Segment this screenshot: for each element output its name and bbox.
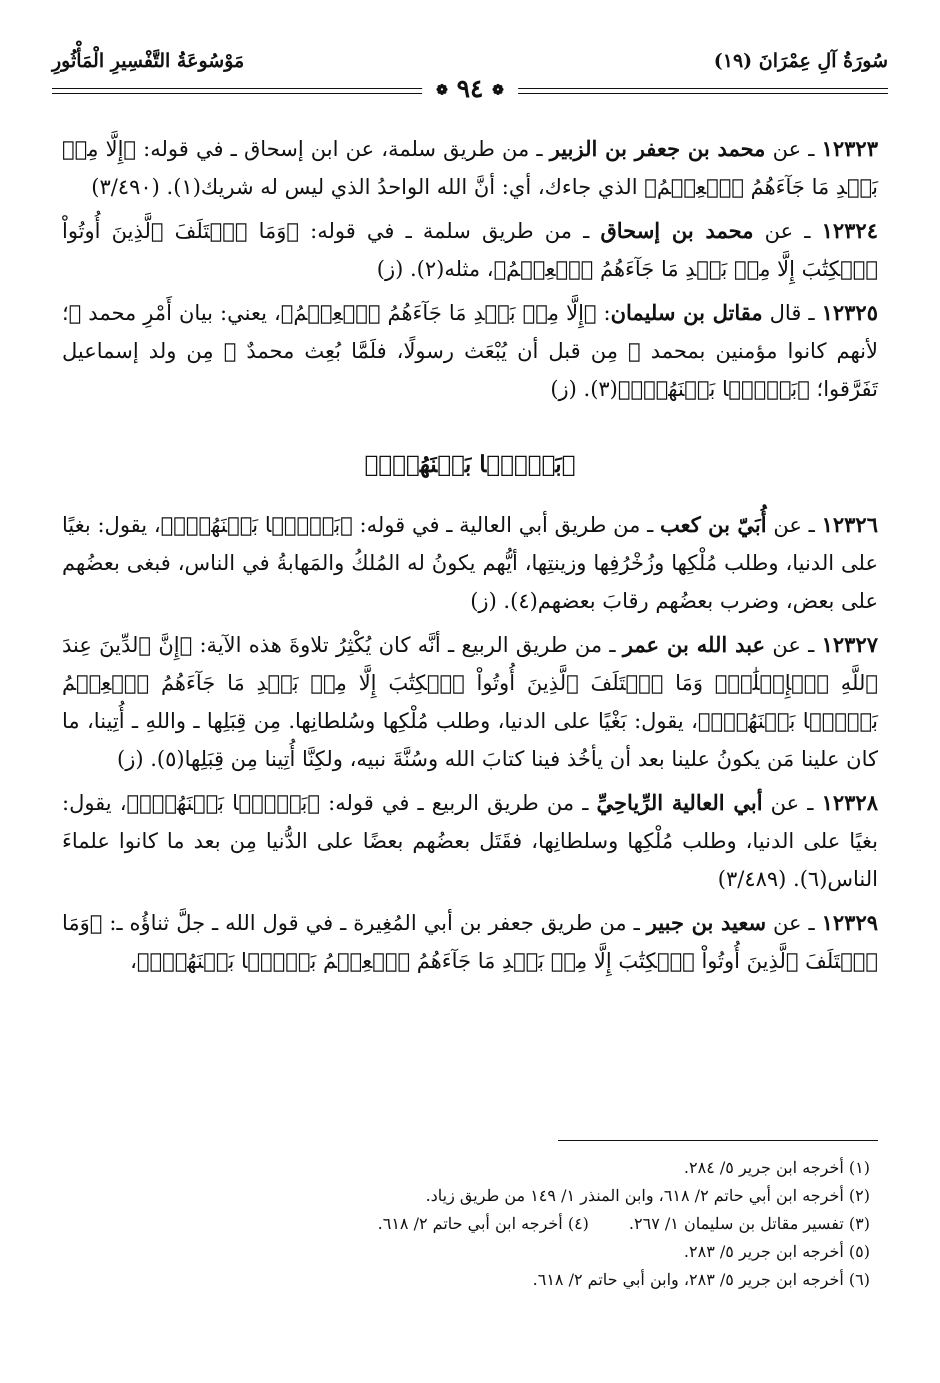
narrator-name: سعيد بن جبير xyxy=(646,910,767,935)
narrator-name: أُبَيّ بن كعب xyxy=(660,512,767,537)
entry-prefix: ـ عن xyxy=(766,911,822,935)
footnote-separator xyxy=(558,1140,878,1141)
entry-text: ـ من طريق جعفر بن أبي المُغِيرة ـ في قول الله ـ جلَّ ثناؤُه ـ: ﴿وَمَا ٱخۡتَلَفَ ٱلَّذِينَ أُوتُواْ ٱلۡكِتَٰبَ إِلَّا مِنۢ بَعۡدِ مَا جَآءَهُمُ ٱلۡعِلۡمُ بَغۡيَۢا بَيۡنَهُمۡۗ﴾، xyxy=(62,911,878,973)
narrator-name: محمد بن جعفر بن الزبير xyxy=(549,136,766,161)
section-heading: ﴿بَغۡيَۢا بَيۡنَهُمۡۗ﴾ xyxy=(364,451,576,478)
running-header xyxy=(52,50,888,106)
footnote: (١) أخرجه ابن جرير ٥/ ٢٨٤. xyxy=(683,1158,870,1177)
entry-number: ١٢٣٢٤ xyxy=(821,218,878,243)
narration-entry xyxy=(62,130,878,206)
narration-entry xyxy=(62,294,878,408)
entry-number: ١٢٣٢٨ xyxy=(821,790,878,815)
narrator-name: عبد الله بن عمر xyxy=(622,632,766,657)
footnote-row xyxy=(62,1210,870,1238)
entry-prefix: ـ عن xyxy=(766,513,822,537)
page-number: ٩٤ xyxy=(456,74,484,103)
entry-number: ١٢٣٢٦ xyxy=(821,512,878,537)
narration-entry xyxy=(62,212,878,288)
entry-text: ـ من طريق الربيع ـ أنَّه كان يُكْثِرُ تلاوةَ هذه الآية: ﴿إِنَّ ٱلدِّينَ عِندَ ٱللَّهِ ٱلۡإِسۡلَٰمُۗ وَمَا ٱخۡتَلَفَ ٱلَّذِينَ أُوتُواْ ٱلۡكِتَٰبَ إِلَّا مِنۢ بَعۡدِ مَا جَآءَهُمُ ٱلۡعِلۡمُ بَغۡيَۢا بَيۡنَهُمۡۗ﴾، يقول: بَغْيًا على الدنيا، وطلب مُلْكِها وسُلطانِها. مِن قِبَلِها ـ واللهِ ـ أُتِينا، ما كان علينا مَن يكونُ علينا بعد أن يأخُذ فينا كتابَ الله وسُنَّةَ نبيه، ولكِنَّا أُتِينا مِن قِبَلِها(٥). (ز) xyxy=(62,633,878,771)
entry-number: ١٢٣٢٥ xyxy=(821,300,878,325)
entry-prefix: ـ عن xyxy=(765,137,822,161)
entry-number: ١٢٣٢٩ xyxy=(821,910,879,935)
narrator-name: مقاتل بن سليمان xyxy=(610,300,763,325)
entry-prefix: ـ عن xyxy=(762,791,822,815)
main-text xyxy=(62,130,878,986)
page-number-box xyxy=(422,72,518,108)
ornament-icon: ❁ xyxy=(436,82,448,99)
entry-prefix: ـ عن xyxy=(765,633,822,657)
narrator-name: أبي العالية الرِّياحِيِّ xyxy=(596,790,763,815)
footnote: (٦) أخرجه ابن جرير ٥/ ٢٨٣، وابن أبي حاتم ٢/ ٦١٨. xyxy=(532,1270,870,1289)
entry-number: ١٢٣٢٧ xyxy=(821,632,879,657)
entry-prefix: ـ عن xyxy=(753,219,822,243)
narrator-name: محمد بن إسحاق xyxy=(600,218,754,243)
narration-entry xyxy=(62,904,878,980)
entry-prefix: ـ قال xyxy=(762,301,822,325)
footnotes xyxy=(62,1154,870,1294)
entry-text: ـ من طريق سلمة ـ في قوله: ﴿وَمَا ٱخۡتَلَفَ ٱلَّذِينَ أُوتُواْ ٱلۡكِتَٰبَ إِلَّا مِنۢ بَعۡدِ مَا جَآءَهُمُ ٱلۡعِلۡمُ﴾، مثله(٢). (ز) xyxy=(62,219,878,281)
footnote: (٥) أخرجه ابن جرير ٥/ ٢٨٣. xyxy=(683,1242,870,1261)
narration-entry xyxy=(62,506,878,620)
narration-entry xyxy=(62,784,878,898)
footnote: (٢) أخرجه ابن أبي حاتم ٢/ ٦١٨، وابن المنذر ١/ ١٤٩ من طريق زياد. xyxy=(425,1186,870,1205)
footnote: (٣) تفسير مقاتل بن سليمان ١/ ٢٦٧. xyxy=(628,1214,870,1233)
entry-text: : ﴿إِلَّا مِنۢ بَعۡدِ مَا جَآءَهُمُ ٱلۡعِلۡمُ﴾، يعني: بيان أَمْرِ محمد ﷺ؛ لأنهم كانوا مؤمنين بمحمد ﷺ مِن قبل أن يُبْعَث رسولًا، فلَمَّا بُعِث محمدٌ ﷺ مِن ولد إسماعيل تَفَرَّقوا؛ ﴿بَغۡيَۢا بَيۡنَهُمۡۗ﴾(٣). (ز) xyxy=(62,301,878,401)
ornament-icon: ❁ xyxy=(492,82,504,99)
entry-text: ـ من طريق الربيع ـ في قوله: ﴿بَغۡيَۢا بَيۡنَهُمۡۗ﴾، يقول: بغيًا على الدنيا، وطلب مُلْكِها وسلطانِها، فقَتَل بعضُهم بعضًا على الدُّنيا مِن بعد ما كانوا علماءَ الناس(٦). (٣/٤٨٩) xyxy=(62,791,878,891)
entry-text: ـ من طريق أبي العالية ـ في قوله: ﴿بَغۡيَۢا بَيۡنَهُمۡۗ﴾، يقول: بغيًا على الدنيا، وطلب مُلْكِها وزُخْرُفِها وزينتِها، أيُّهم يكونُ له المُلكُ والمَهابةُ في الناس، فبغى بعضُهم على بعض، وضرب بعضُهم رقابَ بعضهم(٤). (ز) xyxy=(62,513,878,613)
entry-text: ـ من طريق سلمة، عن ابن إسحاق ـ في قوله: ﴿إِلَّا مِنۢ بَعۡدِ مَا جَآءَهُمُ ٱلۡعِلۡمُ﴾ الذي جاءك، أي: أنَّ الله الواحدُ الذي ليس له شريك(١). (٣/٤٩٠) xyxy=(62,137,878,199)
surah-title: سُورَةُ آلِ عِمْرَانَ (١٩) xyxy=(713,50,888,72)
narration-entry xyxy=(62,626,878,778)
entry-number: ١٢٣٢٣ xyxy=(821,136,878,161)
footnote: (٤) أخرجه ابن أبي حاتم ٢/ ٦١٨. xyxy=(377,1214,589,1233)
book-title: مَوْسُوعَةُ التَّفْسِيرِ الْمَأْثُورِ xyxy=(52,50,245,72)
